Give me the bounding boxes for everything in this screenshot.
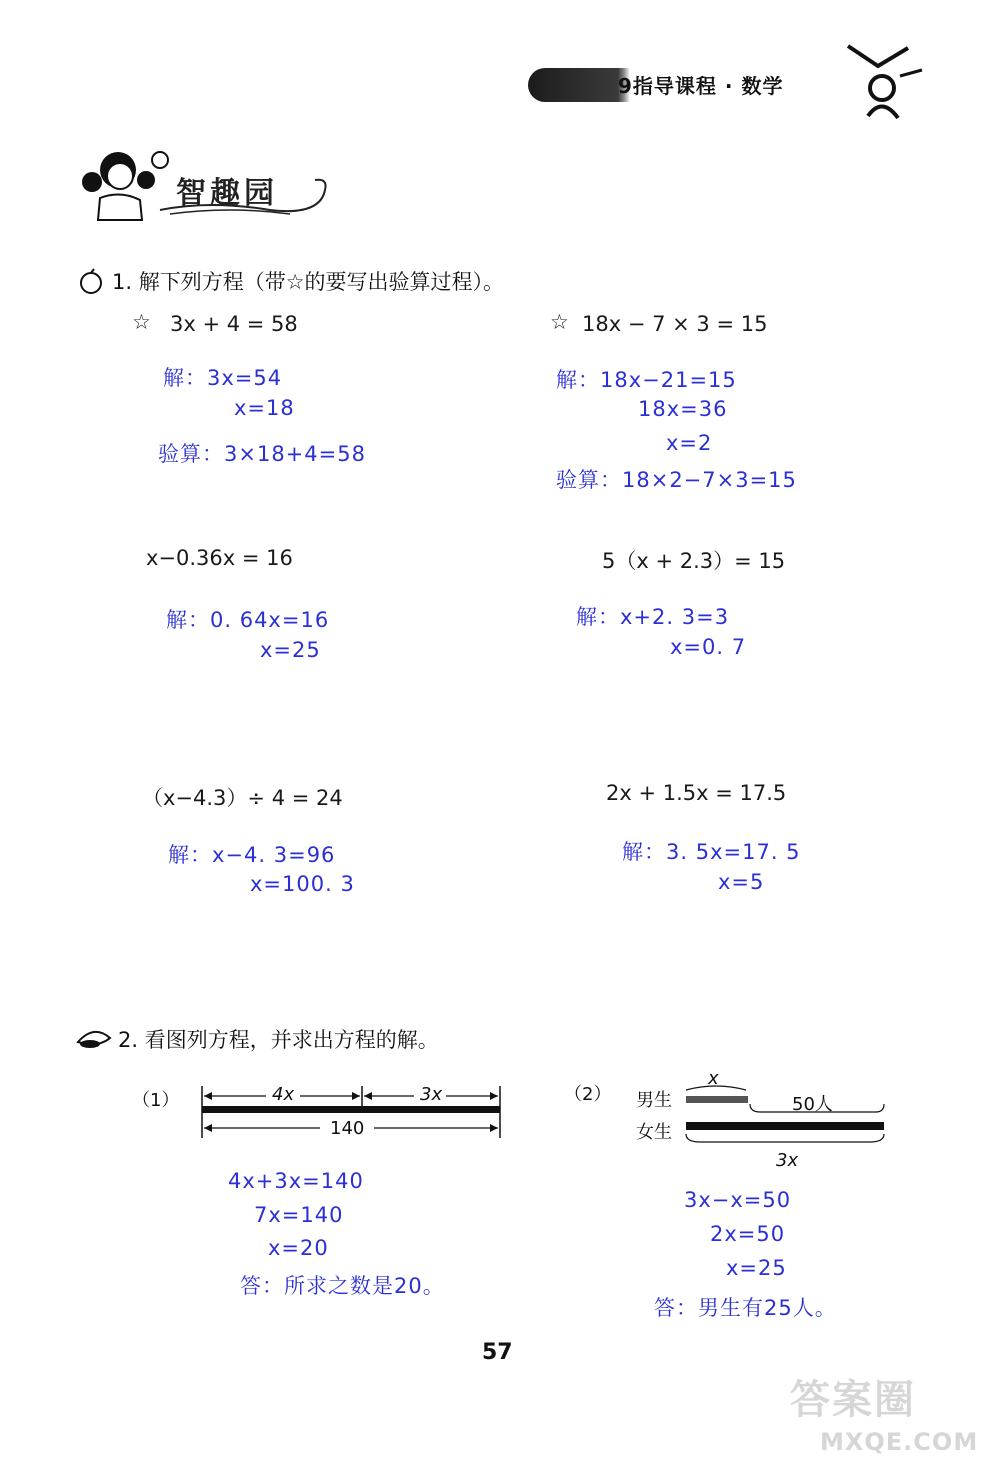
page-number: 57 — [482, 1340, 513, 1365]
p1-answer-line-2: x=18 — [234, 396, 295, 420]
diagram-2-diff-label: 50人 — [792, 1094, 833, 1115]
diagram-2-segments — [680, 1084, 890, 1154]
p1-star-icon: ☆ — [132, 310, 151, 334]
p5-answer-line-2: x=100. 3 — [250, 872, 355, 896]
p2-answer-line-1: 解：18x−21=15 — [556, 368, 737, 392]
watermark-site: MXQE.COM — [820, 1428, 979, 1456]
p4-answer-line-2: x=0. 7 — [670, 635, 747, 659]
question-2-label: 2. 看图列方程，并求出方程的解。 — [118, 1028, 439, 1052]
p3-answer-line-2: x=25 — [260, 638, 321, 662]
diagram-1-total: 140 — [330, 1118, 365, 1139]
p6-equation: 2x + 1.5x = 17.5 — [606, 781, 787, 805]
p5-answer-line-1: 解：x−4. 3=96 — [168, 843, 336, 867]
d1-final-answer: 答：所求之数是20。 — [240, 1274, 445, 1298]
d2-final-answer: 答：男生有25人。 — [654, 1296, 837, 1320]
d2-answer-line-3: x=25 — [726, 1256, 787, 1280]
header-figure-icon — [838, 36, 928, 126]
d1-answer-line-3: x=20 — [268, 1236, 329, 1260]
p4-answer-line-1: 解：x+2. 3=3 — [576, 605, 730, 629]
diagram-2-girls-label: 女生 — [636, 1122, 672, 1143]
d2-answer-line-1: 3x−x=50 — [684, 1188, 792, 1212]
p1-equation: 3x + 4 = 58 — [170, 312, 298, 336]
p2-check: 验算：18×2−7×3=15 — [556, 468, 797, 492]
p3-answer-line-1: 解：0. 64x=16 — [166, 608, 330, 632]
diagram-2-boys-label: 男生 — [636, 1090, 672, 1111]
p6-answer-line-1: 解：3. 5x=17. 5 — [622, 840, 801, 864]
diagram-2-x-label: x — [708, 1068, 719, 1089]
leaf-icon — [76, 1022, 112, 1050]
d1-answer-line-1: 4x+3x=140 — [228, 1169, 364, 1193]
swirl-decoration-icon — [150, 170, 340, 220]
p6-answer-line-2: x=5 — [718, 870, 765, 894]
diagram-1-label-b: 3x — [420, 1084, 443, 1105]
p3-equation: x−0.36x = 16 — [146, 546, 293, 570]
p5-equation: （x−4.3）÷ 4 = 24 — [142, 786, 343, 810]
watermark-logo: 答案圈 — [790, 1377, 916, 1423]
d2-answer-line-2: 2x=50 — [710, 1222, 786, 1246]
p2-equation: 18x − 7 × 3 = 15 — [582, 312, 768, 336]
diagram-2-number: （2） — [564, 1084, 612, 1105]
diagram-1-number: （1） — [132, 1090, 180, 1111]
apple-icon — [78, 268, 104, 294]
section-title: 智趣园 — [176, 176, 278, 211]
diagram-2-girls-length-label: 3x — [776, 1150, 799, 1171]
header-title: 9指导课程 · 数学 — [618, 74, 784, 98]
p2-star-icon: ☆ — [550, 310, 569, 334]
p2-answer-line-2: 18x=36 — [638, 397, 728, 421]
p4-equation: 5（x + 2.3）= 15 — [602, 549, 786, 573]
d1-answer-line-2: 7x=140 — [254, 1203, 344, 1227]
p1-check: 验算：3×18+4=58 — [158, 442, 366, 466]
question-1-label: 1. 解下列方程（带☆的要写出验算过程）。 — [112, 270, 505, 294]
p1-answer-line-1: 解：3x=54 — [163, 366, 283, 390]
diagram-1-label-a: 4x — [272, 1084, 295, 1105]
p2-answer-line-3: x=2 — [666, 431, 713, 455]
